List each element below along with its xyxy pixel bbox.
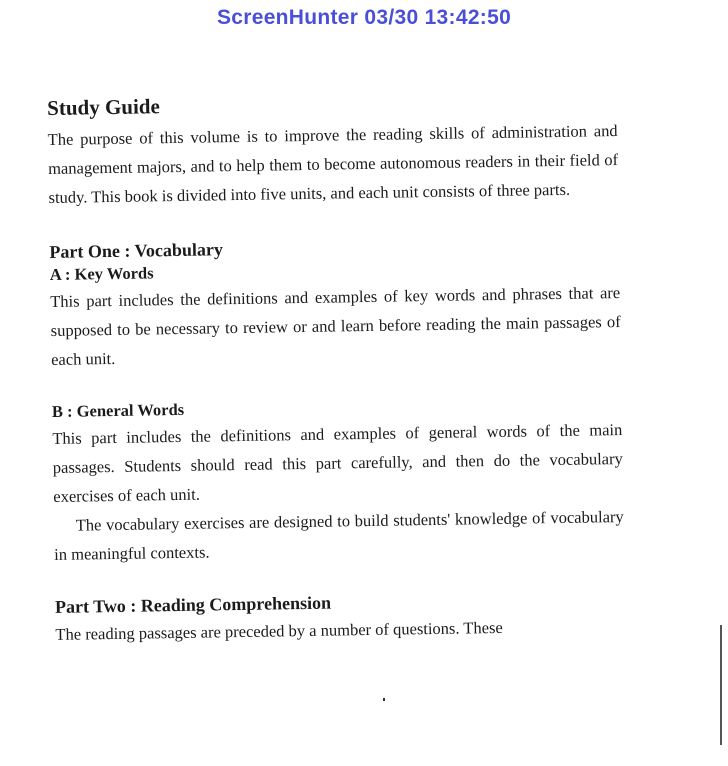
- part-one-heading: Part One : Vocabulary: [49, 239, 224, 262]
- part-two-paragraph: The reading passages are preceded by a number of questions. These: [55, 617, 503, 644]
- part-two-heading: Part Two : Reading Comprehension: [54, 592, 332, 617]
- scan-edge-shadow: [720, 625, 722, 745]
- section-b-heading: B : General Words: [51, 399, 185, 421]
- page-title: Study Guide: [47, 94, 161, 120]
- section-b-paragraph-1: This part includes the definitions and examples of general words of the main passages. Students should read this part carefully, and then do the vocabulary exercises of each unit.: [52, 420, 623, 506]
- intro-paragraph: The purpose of this volume is to improve the reading skills of administration and management majors, and to help them to become autonomous readers in their field of study. This book is divided into five units, and each unit consists of three parts.: [47, 121, 619, 207]
- scan-speck: [383, 698, 385, 701]
- section-a-heading: A : Key Words: [49, 263, 154, 284]
- scanned-document-page: [47, 87, 626, 649]
- section-b-paragraph-2: The vocabulary exercises are designed to build students' knowledge of vocabulary in meaningful contexts.: [54, 506, 624, 564]
- screenhunter-timestamp-watermark: ScreenHunter 03/30 13:42:50: [216, 6, 512, 29]
- section-a-paragraph: This part includes the definitions and examples of key words and phrases that are supposed to be necessary to review or and learn before reading the main passages of each unit.: [50, 283, 621, 369]
